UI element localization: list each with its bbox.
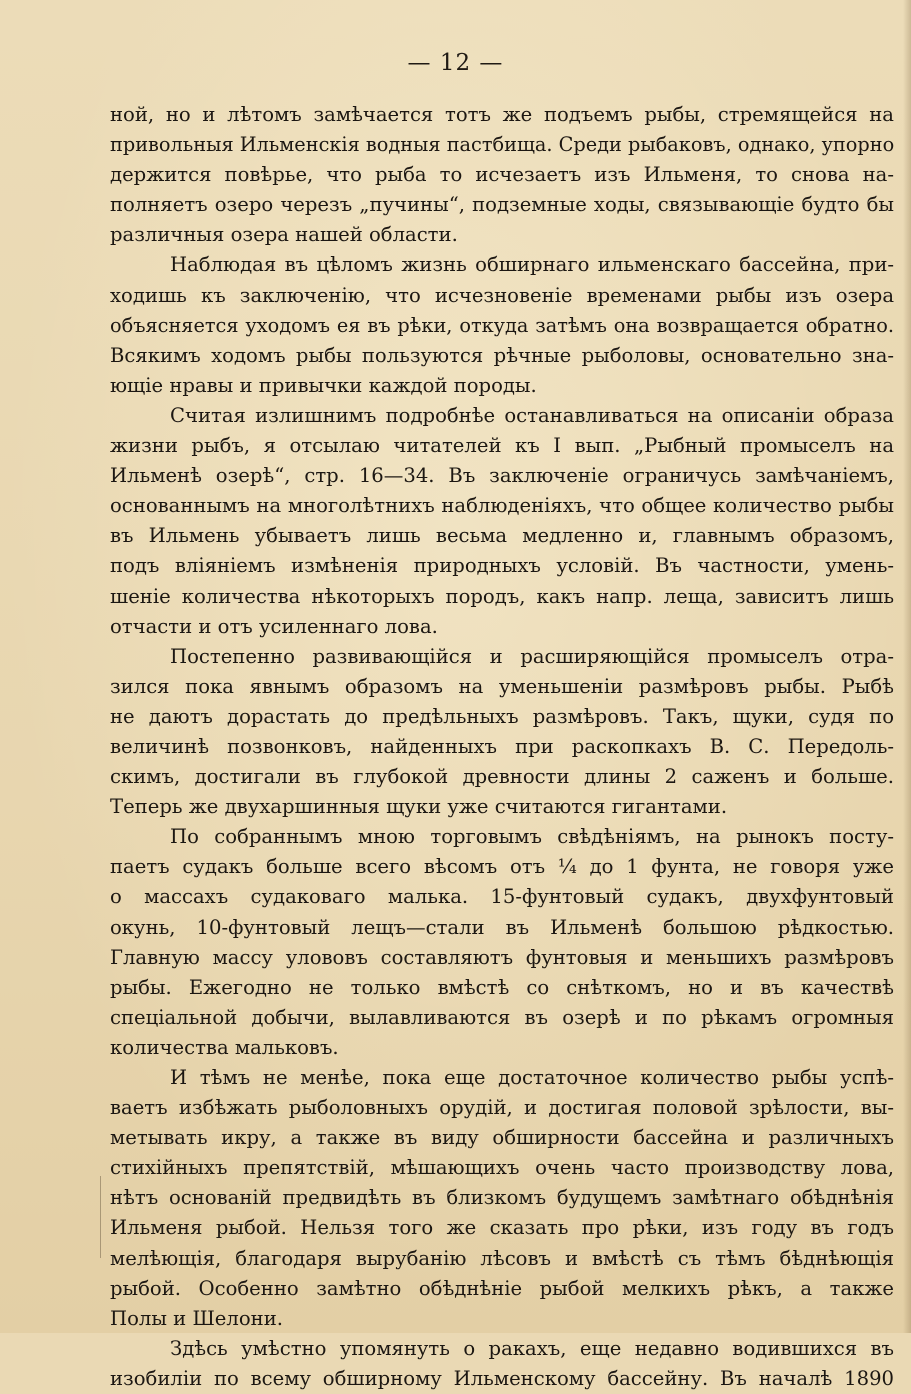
text-line: Теперь же двухаршинныя щуки уже считаются гигантами.	[110, 795, 728, 819]
text-line: И тѣмъ не менѣе, пока еще достаточное количество рыбы успѣ-	[170, 1066, 894, 1089]
text-line: Здѣсь умѣстно упомянуть о ракахъ, еще недавно водившихся въ	[170, 1336, 894, 1360]
text-line: зился пока явнымъ образомъ на уменьшеніи размѣровъ рыбы. Рыбѣ	[110, 674, 894, 698]
text-line: различныя озера нашей области.	[110, 223, 458, 247]
text-line: въ Ильмень убываетъ лишь весьма медленно и, главнымъ образомъ,	[110, 524, 894, 548]
text-line: окунь, 10-фунтовый лещъ—стали въ Ильменѣ большою рѣдкостью.	[110, 915, 894, 939]
text-line: отчасти и отъ усиленнаго лова.	[110, 614, 438, 638]
text-line: количества мальковъ.	[110, 1035, 339, 1059]
text-line: нѣтъ основаній предвидѣть въ близкомъ будущемъ замѣтнаго обѣднѣнія	[110, 1186, 894, 1210]
text-line: не даютъ дорастать до предѣльныхъ размѣровъ. Такъ, щуки, судя по	[110, 704, 894, 728]
body-text	[110, 100, 894, 1394]
text-line: рыбой. Особенно замѣтно обѣднѣніе рыбой мелкихъ рѣкъ, а также	[110, 1276, 894, 1300]
text-line: изобиліи по всему обширному Ильменскому бассейну. Въ началѣ 1890	[110, 1366, 894, 1390]
text-line: ходишь къ заключенію, что исчезновеніе временами рыбы изъ озера	[110, 283, 894, 307]
text-line: стихійныхъ препятствій, мѣшающихъ очень часто производству лова,	[110, 1156, 894, 1180]
text-line: привольныя Ильменскія водныя пастбища. Среди рыбаковъ, однако, упорно	[110, 133, 894, 157]
text-line: спеціальной добычи, вылавливаются въ озерѣ и по рѣкамъ огромныя	[110, 1005, 894, 1029]
text-line: По собраннымъ мною торговымъ свѣдѣніямъ, на рынокъ посту-	[170, 825, 894, 849]
text-line: Наблюдая въ цѣломъ жизнь обширнаго ильменскаго бассейна, при-	[170, 253, 894, 277]
page-number: — 12 —	[407, 50, 504, 76]
text-line: Считая излишнимъ подробнѣе останавливаться на описаніи образа	[170, 403, 894, 427]
text-line: ной, но и лѣтомъ замѣчается тотъ же подъемъ рыбы, стремящейся на	[110, 103, 894, 126]
text-line: жизни рыбъ, я отсылаю читателей къ I вып. „Рыбный промыселъ на	[110, 434, 894, 458]
text-line: полняетъ озеро черезъ „пучины“, подземные ходы, связывающіе будто бы	[110, 193, 894, 217]
text-line: основаннымъ на многолѣтнихъ наблюденіяхъ, что общее количество рыбы	[110, 494, 894, 518]
text-line: ваетъ избѣжать рыболовныхъ орудій, и достигая половой зрѣлости, вы-	[110, 1096, 894, 1120]
text-line: рыбы. Ежегодно не только вмѣстѣ со снѣткомъ, но и въ качествѣ	[110, 975, 894, 999]
text-line: Ильменѣ озерѣ“, стр. 16—34. Въ заключеніе ограничусь замѣчаніемъ,	[110, 464, 894, 488]
text-line: скимъ, достигали въ глубокой древности длины 2 саженъ и больше.	[110, 765, 894, 789]
text-line: метывать икру, а также въ виду обширности бассейна и различныхъ	[110, 1126, 894, 1150]
text-line: подъ вліяніемъ измѣненія природныхъ условій. Въ частности, умень-	[110, 554, 894, 578]
text-line: Постепенно развивающійся и расширяющійся промыселъ отра-	[170, 644, 894, 668]
text-line: паетъ судакъ больше всего вѣсомъ отъ ¼ до 1 фунта, не говоря уже	[110, 855, 894, 879]
text-line: Всякимъ ходомъ рыбы пользуются рѣчные рыболовы, основательно зна-	[110, 343, 894, 367]
text-line: мелѣющія, благодаря вырубанію лѣсовъ и вмѣстѣ съ тѣмъ бѣднѣющія	[110, 1246, 894, 1270]
text-line: Ильменя рыбой. Нельзя того же сказать про рѣки, изъ году въ годъ	[110, 1216, 894, 1240]
margin-mark	[100, 1176, 101, 1258]
text-line: объясняется уходомъ ея въ рѣки, откуда затѣмъ она возвращается обратно.	[110, 313, 894, 337]
text-line: Полы и Шелони.	[110, 1306, 283, 1330]
text-line: величинѣ позвонковъ, найденныхъ при раскопкахъ В. С. Передоль-	[110, 734, 894, 758]
text-line: о массахъ судаковаго малька. 15-фунтовый судакъ, двухфунтовый	[110, 885, 894, 909]
page-edge-shadow	[903, 0, 911, 1333]
text-line: шеніе количества нѣкоторыхъ породъ, какъ напр. леща, зависитъ лишь	[110, 584, 894, 608]
text-line: Главную массу улововъ составляютъ фунтовыя и меньшихъ размѣровъ	[110, 945, 894, 969]
text-line: ющіе нравы и привычки каждой породы.	[110, 373, 537, 397]
text-line: держится повѣрье, что рыба то исчезаетъ изъ Ильменя, то снова на-	[110, 163, 894, 187]
